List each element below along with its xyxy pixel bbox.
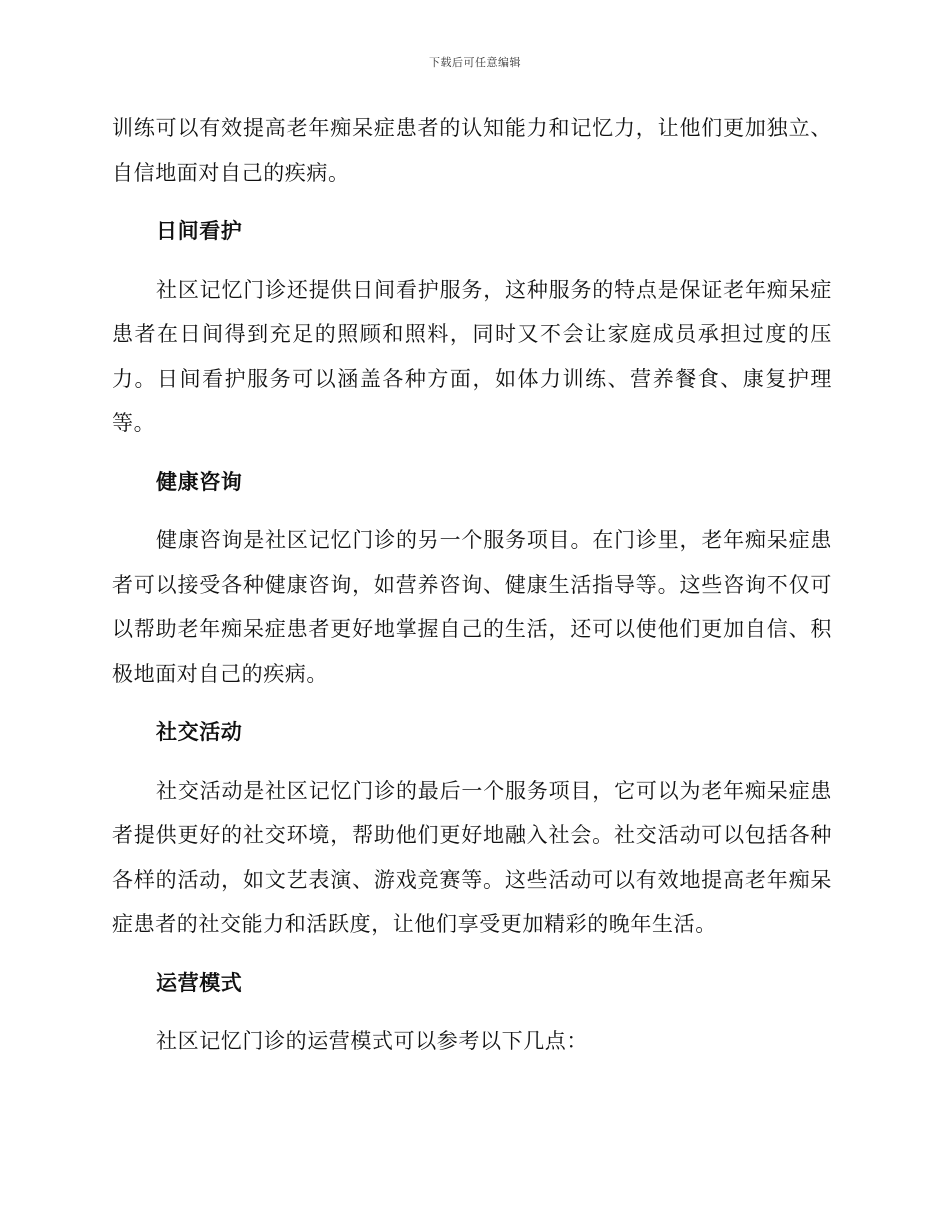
heading-day-care: 日间看护 <box>156 219 243 243</box>
intro-paragraph: 训练可以有效提高老年痴呆症患者的认知能力和记忆力，让他们更加独立、自信地面对自己的疾病。 <box>112 116 832 185</box>
paragraph-social-activities: 社交活动是社区记忆门诊的最后一个服务项目，它可以为老年痴呆症患者提供更好的社交环境，帮助他们更好地融入社会。社交活动可以包括各种各样的活动，如文艺表演、游戏竞赛等。这些活动可以有效地提高老年痴呆症患者的社交能力和活跃度，让他们享受更加精彩的晚年生活。 <box>112 778 832 936</box>
paragraph-health-consulting: 健康咨询是社区记忆门诊的另一个服务项目。在门诊里，老年痴呆症患者可以接受各种健康咨询，如营养咨询、健康生活指导等。这些咨询不仅可以帮助老年痴呆症患者更好地掌握自己的生活，还可以使他们更加自信、积极地面对自己的疾病。 <box>112 528 832 686</box>
paragraph-operation-mode: 社区记忆门诊的运营模式可以参考以下几点： <box>156 1029 588 1053</box>
heading-health-consulting: 健康咨询 <box>156 469 243 494</box>
paragraph-day-care: 社区记忆门诊还提供日间看护服务，这种服务的特点是保证老年痴呆症患者在日间得到充足的照顾和照料，同时又不会让家庭成员承担过度的压力。日间看护服务可以涵盖各种方面，如体力训练、营养餐食、康复护理等。 <box>112 277 832 435</box>
document-body <box>112 106 832 1078</box>
page-header: 下载后可任意编辑 <box>429 56 521 69</box>
heading-operation-mode: 运营模式 <box>156 970 243 995</box>
heading-social-activities: 社交活动 <box>156 720 243 744</box>
